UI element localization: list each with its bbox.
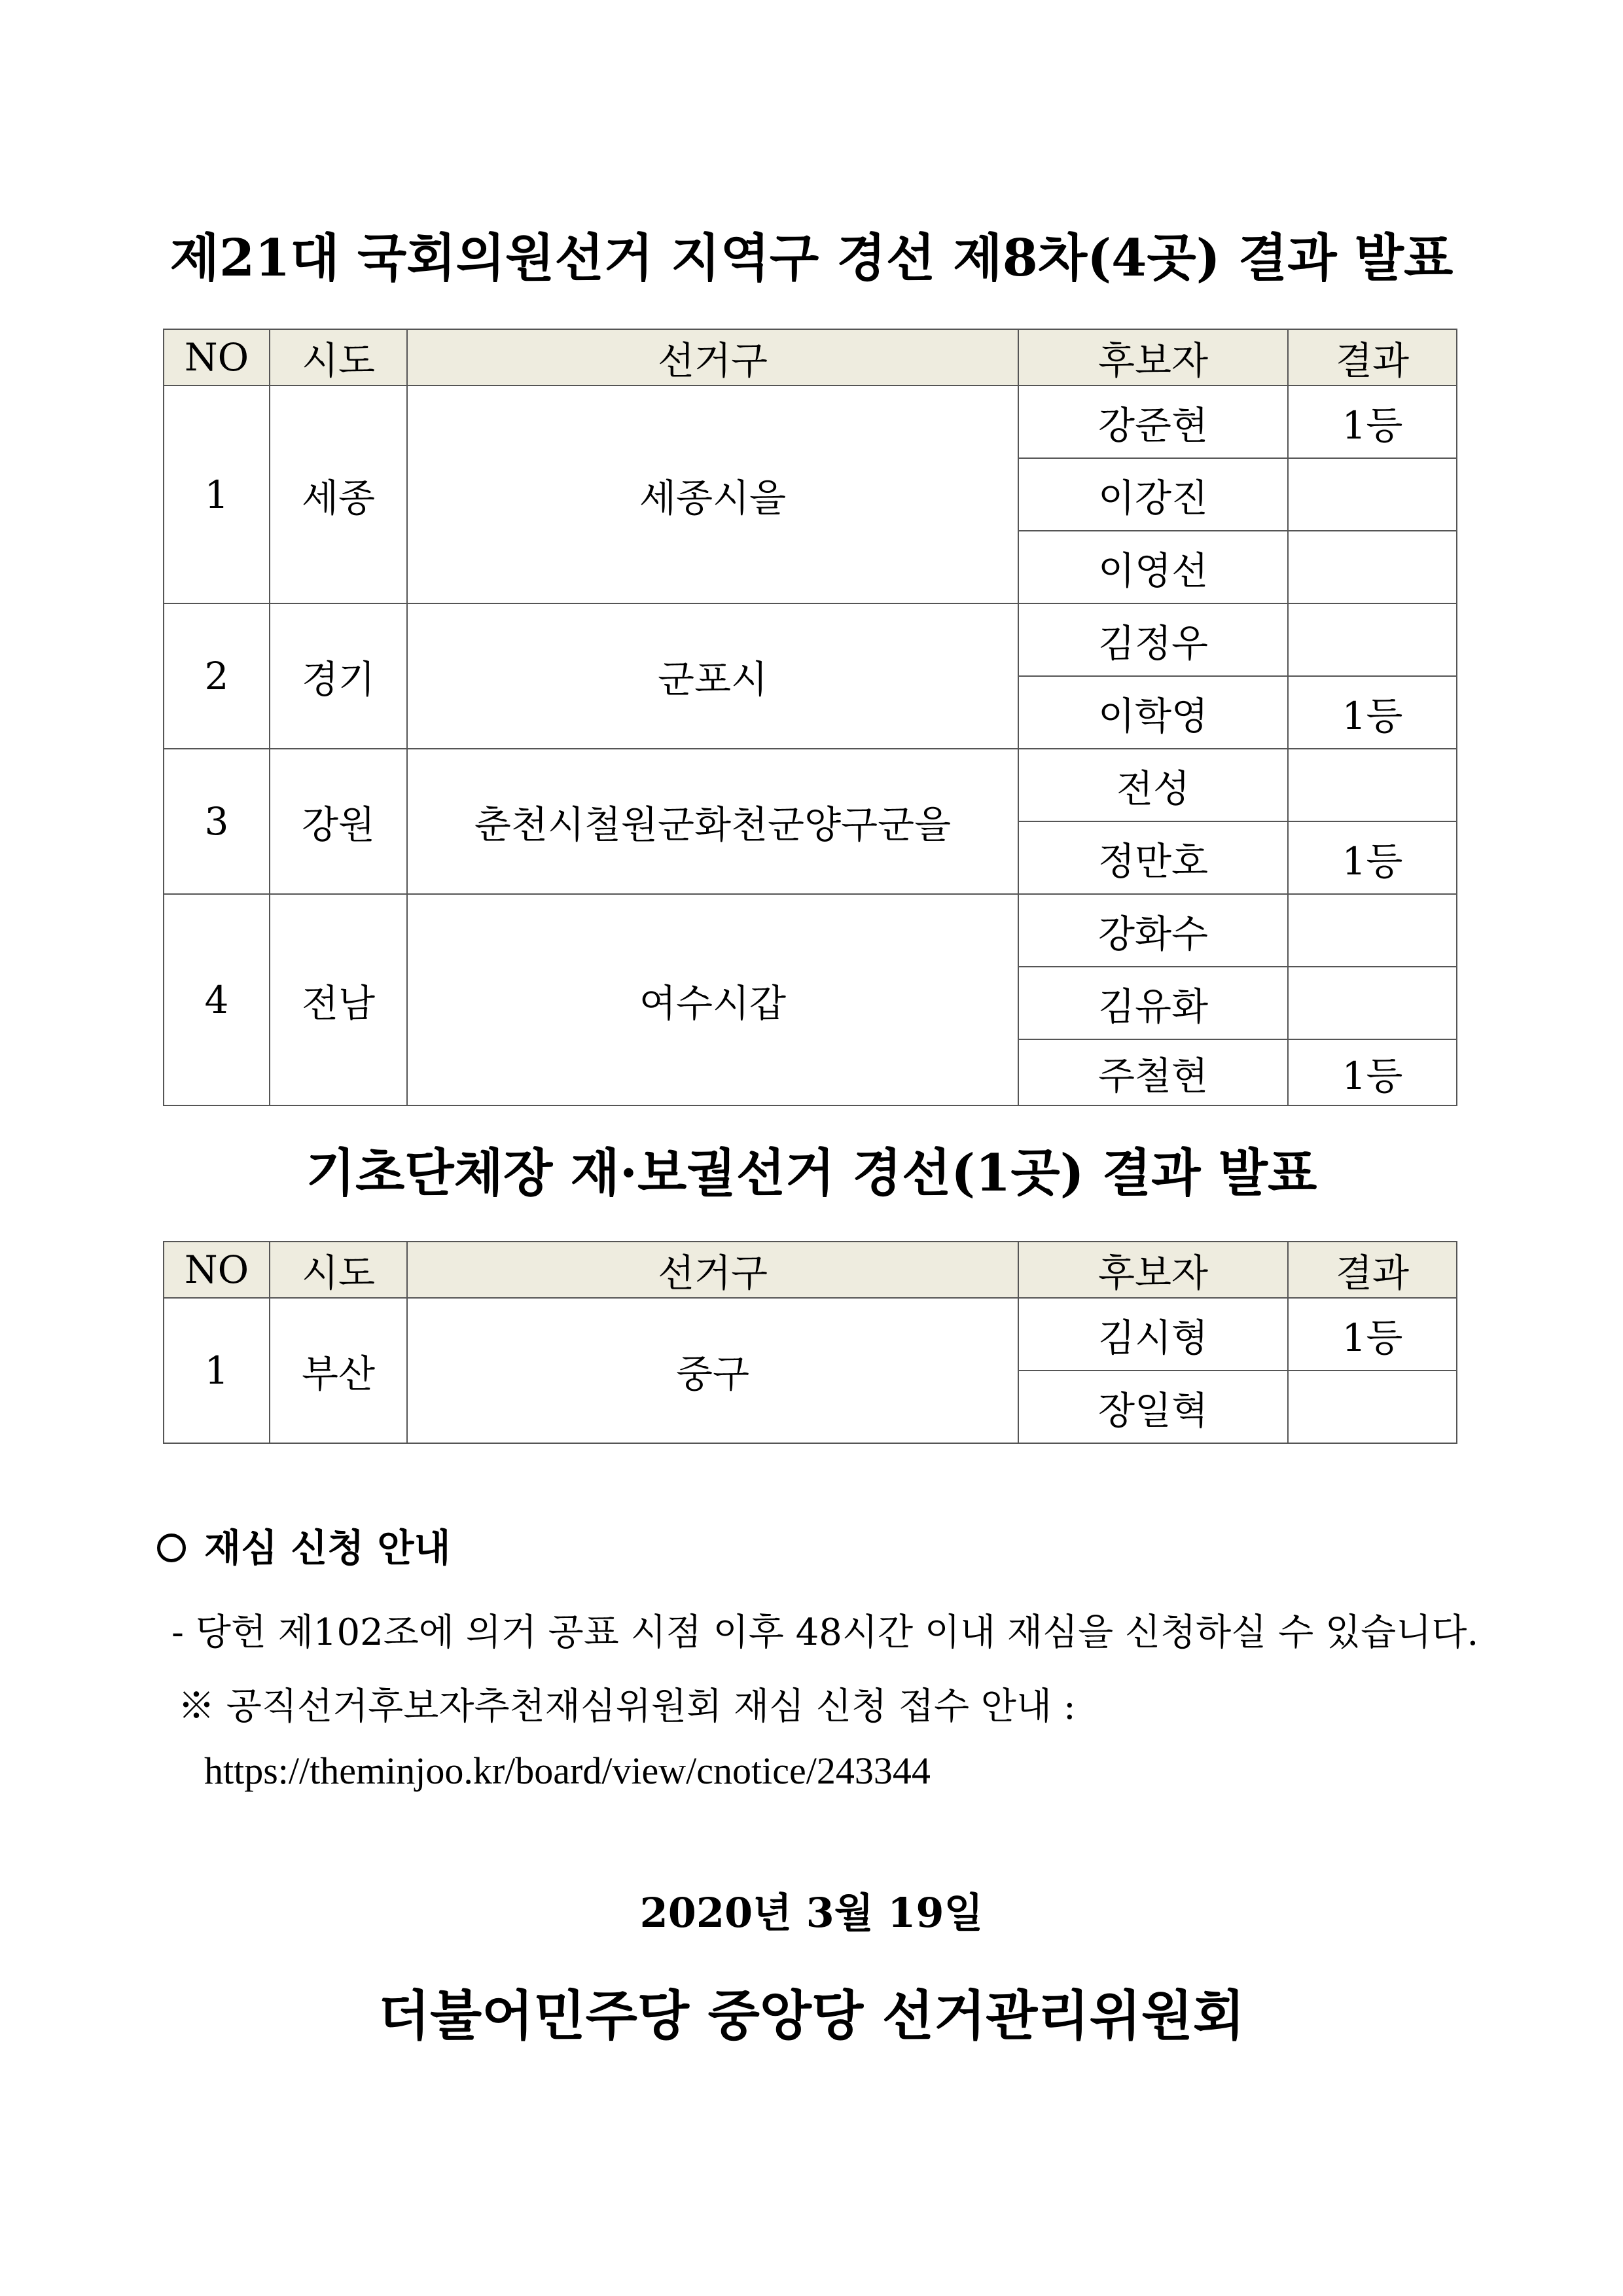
header-district: 선거구 (407, 1242, 1018, 1298)
cell-candidate: 정만호 (1018, 821, 1288, 894)
notice-line-committee: ※ 공직선거후보자추천재심위원회 재심 신청 접수 안내 : (178, 1685, 1076, 1728)
cell-no: 2 (164, 603, 270, 749)
cell-result: 1등 (1288, 676, 1457, 749)
cell-candidate: 강화수 (1018, 894, 1288, 967)
cell-region: 부산 (270, 1298, 407, 1443)
cell-result: 1등 (1288, 1298, 1457, 1371)
header-region: 시도 (270, 1242, 407, 1298)
cell-result (1288, 749, 1457, 821)
cell-region: 세종 (270, 386, 407, 603)
title-secondary: 기초단체장 재·보궐선거 경선(1곳) 결과 발표 (306, 1143, 1317, 1203)
cell-result (1288, 603, 1457, 676)
cell-candidate: 강준현 (1018, 386, 1288, 458)
notice-url-link[interactable]: https://theminjoo.kr/board/view/cnotice/243344 (204, 1749, 931, 1792)
table-row (164, 603, 1457, 676)
cell-candidate: 주철현 (1018, 1039, 1288, 1105)
title-primary: 제21대 국회의원선거 지역구 경선 제8차(4곳) 결과 발표 (169, 228, 1454, 288)
cell-district: 여수시갑 (407, 894, 1018, 1105)
cell-no: 3 (164, 749, 270, 894)
cell-result (1288, 967, 1457, 1039)
cell-region: 경기 (270, 603, 407, 749)
cell-no: 4 (164, 894, 270, 1105)
cell-result: 1등 (1288, 386, 1457, 458)
circle-bullet-icon (157, 1534, 186, 1562)
cell-district: 군포시 (407, 603, 1018, 749)
table-row (164, 749, 1457, 821)
cell-region: 전남 (270, 894, 407, 1105)
notice-heading-text: 재심 신청 안내 (204, 1526, 451, 1570)
cell-result (1288, 531, 1457, 603)
notice-heading (157, 1522, 451, 1574)
cell-district: 춘천시철원군화천군양구군을 (407, 749, 1018, 894)
header-no: NO (164, 1242, 270, 1298)
cell-candidate: 이학영 (1018, 676, 1288, 749)
table-header-row (164, 1242, 1457, 1298)
header-region: 시도 (270, 329, 407, 386)
header-candidate: 후보자 (1018, 1242, 1288, 1298)
cell-candidate: 이영선 (1018, 531, 1288, 603)
table-row (164, 386, 1457, 458)
cell-result (1288, 1371, 1457, 1443)
header-result: 결과 (1288, 329, 1457, 386)
issuing-organization: 더불어민주당 중앙당 선거관리위원회 (378, 1984, 1245, 2047)
header-result: 결과 (1288, 1242, 1457, 1298)
cell-no: 1 (164, 386, 270, 603)
cell-region: 강원 (270, 749, 407, 894)
header-candidate: 후보자 (1018, 329, 1288, 386)
cell-result: 1등 (1288, 1039, 1457, 1105)
cell-result (1288, 458, 1457, 531)
cell-candidate: 김정우 (1018, 603, 1288, 676)
cell-district: 세종시을 (407, 386, 1018, 603)
cell-result: 1등 (1288, 821, 1457, 894)
table-row (164, 894, 1457, 967)
cell-no: 1 (164, 1298, 270, 1443)
cell-candidate: 김유화 (1018, 967, 1288, 1039)
cell-result (1288, 894, 1457, 967)
cell-candidate: 장일혁 (1018, 1371, 1288, 1443)
primary-results-table (163, 329, 1457, 1106)
document-date: 2020년 3월 19일 (639, 1889, 984, 1937)
cell-candidate: 김시형 (1018, 1298, 1288, 1371)
cell-district: 중구 (407, 1298, 1018, 1443)
header-no: NO (164, 329, 270, 386)
header-district: 선거구 (407, 329, 1018, 386)
cell-candidate: 전성 (1018, 749, 1288, 821)
table-header-row (164, 329, 1457, 386)
cell-candidate: 이강진 (1018, 458, 1288, 531)
secondary-results-table (163, 1241, 1457, 1444)
table-row (164, 1298, 1457, 1371)
notice-line-reconsideration: - 당헌 제102조에 의거 공표 시점 이후 48시간 이내 재심을 신청하실 수 있습니다. (171, 1611, 1479, 1654)
